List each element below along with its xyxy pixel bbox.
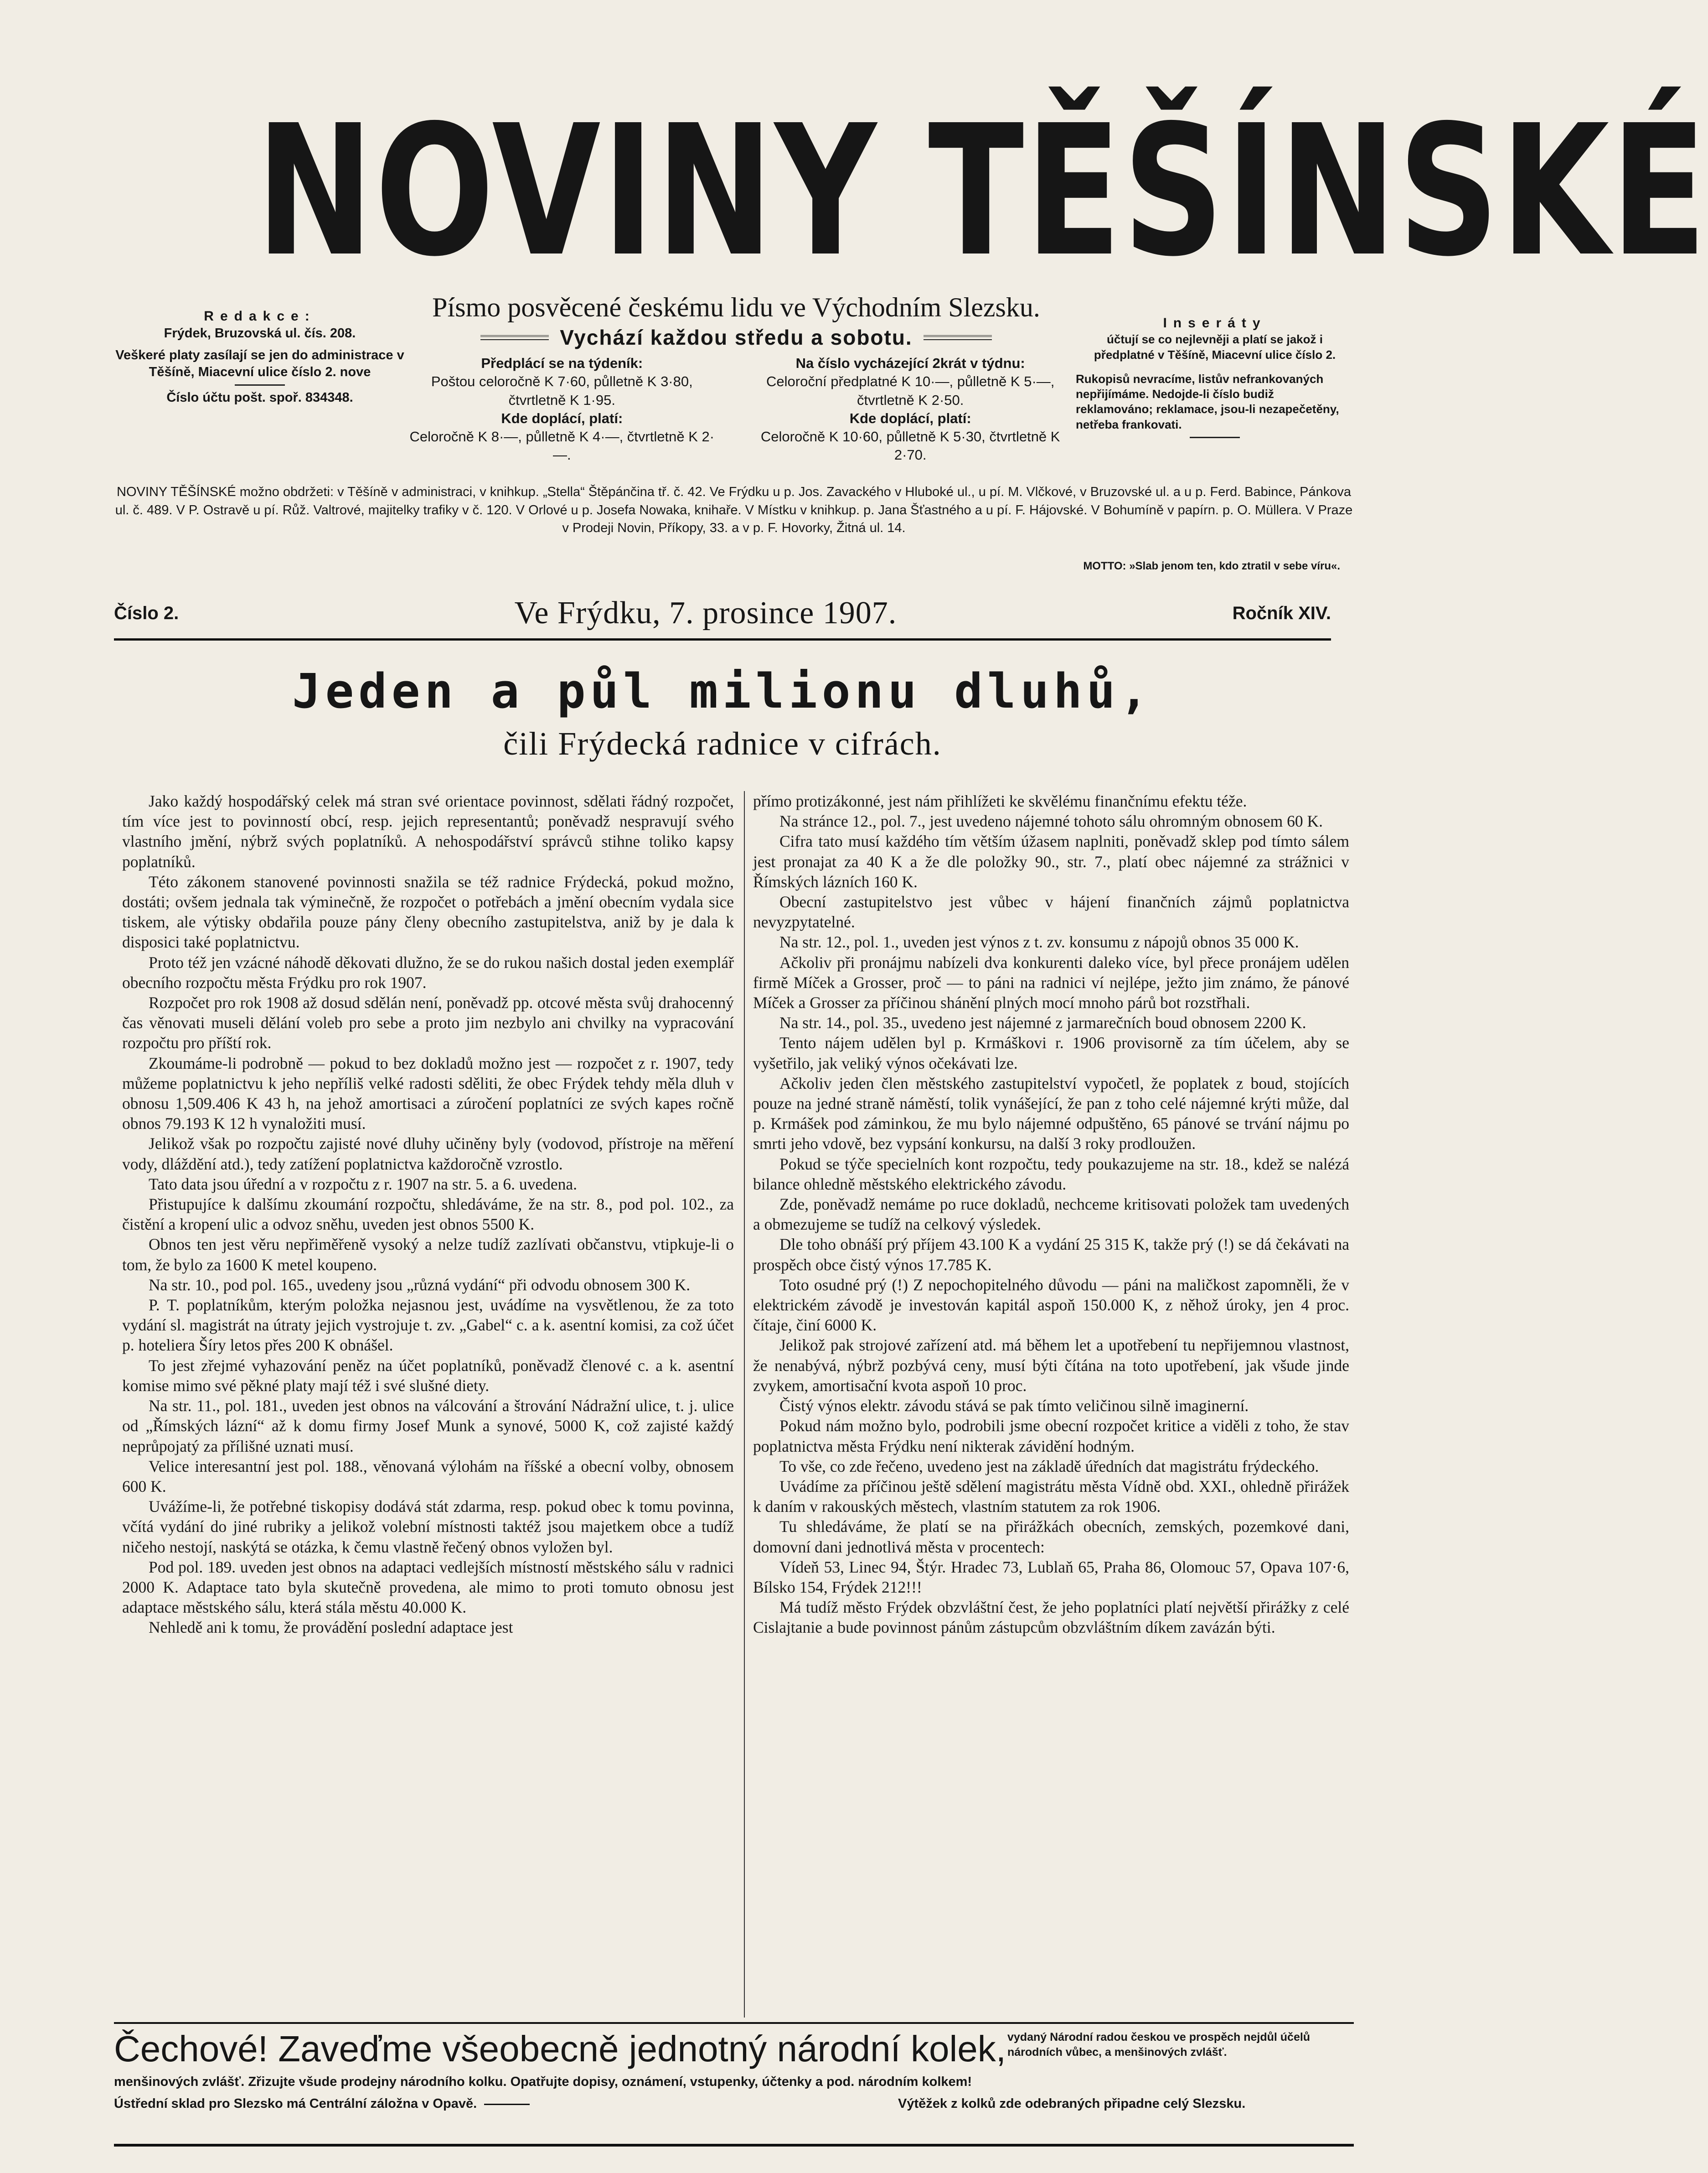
article-paragraph: Jelikož však po rozpočtu zajisté nové dluhy učiněny byly (vodovod, přístroje na měření vody, dláždění atd.), tedy zatížení poplatnictva každoročně vzrostlo.	[122, 1134, 734, 1173]
twice-heading: Na číslo vycházející 2krát v týdnu:	[795, 355, 1025, 371]
divider	[480, 335, 549, 340]
place-date: Ve Frýdku, 7. prosince 1907.	[514, 595, 897, 631]
weekly-local: Celoročně K 8·—, půlletně K 4·—, čtvrtletně K 2·—.	[409, 429, 715, 463]
article-paragraph: Zkoumáme-li podrobně — pokud to bez dokladů možno jest — rozpočet z r. 1907, tedy můžeme poplatnictvu k jeho nepříliš velké radosti sděliti, že obec Frýdek tehdy měla dluh v obnosu 1,509.406 K 43 h, na jehož amortisaci a zúročení poplatníci ze svých kapes ročně obnos 79.193 K 12 h vynaložiti musí.	[122, 1054, 734, 1133]
article-column-left	[122, 791, 734, 1638]
article-title: Jeden a půl milionu dluhů,	[292, 663, 1153, 719]
article-paragraph: Tato data jsou úřední a v rozpočtu z r. 1907 na str. 5. a 6. uvedena.	[149, 1174, 577, 1193]
article-paragraph: Na str. 14., pol. 35., uvedeno jest nájemné z jarmarečních boud obnosem 2200 K.	[779, 1014, 1306, 1032]
schedule-line	[401, 325, 1071, 350]
ad-note: vydaný Národní radou českou ve prospěch nejdůl účelů národních vůbec, a menšinových zvlášť.	[1007, 2031, 1311, 2059]
column-divider	[744, 791, 745, 2018]
inseraty-text: účtují se co nejlevněji a platí se jakož i předplatné v Těšíně, Miacevní ulice číslo 2.	[1094, 332, 1336, 362]
article-subtitle: čili Frýdecká radnice v cifrách.	[503, 725, 942, 762]
dateline	[114, 588, 1331, 641]
article-paragraph: Uvádíme za příčinou ještě sdělení magistrátu města Vídně obd. XXI., ohledně přirážek k daním v rakouských městech, vlastním statutem za rok 1906.	[753, 1477, 1349, 1516]
twice-post: Celoroční předplatné K 10·—, půlletně K 5·—, čtvrtletně K 2·50.	[766, 373, 1055, 408]
article-paragraph: Zde, poněvadž nemáme po ruce dokladů, nechceme kritisovati položek tam uvedených a obmezujeme se tudíž na celkový výsledek.	[753, 1195, 1349, 1234]
ad-sklad: Ústřední sklad pro Slezsko má Centrální záložna v Opavě.	[114, 2096, 477, 2111]
twice-local: Celoročně K 10·60, půlletně K 5·30, čtvrtletně K 2·70.	[760, 429, 1060, 463]
article-paragraph: To jest zřejmé vyhazování peněz na účet poplatníků, poněvadž členové c. a k. asentní komise mimo své pěkné platy mají též i své slušné diety.	[122, 1356, 734, 1395]
article-paragraph: Proto též jen vzácné náhodě děkovati dlužno, že se do rukou našich dostal jeden exemplář obecního rozpočtu města Frýdku pro rok 1907.	[122, 953, 734, 992]
header-center	[401, 292, 1071, 465]
article-paragraph: Pokud nám možno bylo, podrobili jsme obecní rozpočet kritice a viděli z toho, že stav poplatnictva města Frýdku není nikterak závidění hodným.	[753, 1417, 1349, 1455]
article-paragraph: Uvážíme-li, že potřebné tiskopisy dodává stát zdarma, resp. pokud obec k tomu povinna, včítá vydání do jiné rubriky a jelikož volební místnosti taktéž jsou majetkem obce a tudíž ničeho nestojí, naskýtá se otázka, k čemu vlastně řečený obnos vyložen byl.	[122, 1497, 734, 1556]
article-paragraph: Cifra tato musí každého tím větším úžasem naplniti, poněvadž sklep pod tímto sálem jest pronajat za 40 K a že dle položky 90., str. 7., platí obec nájemné za strážnici v Římských lázních 160 K.	[753, 832, 1349, 891]
divider	[114, 2022, 1354, 2024]
article-paragraph: Obecní zastupitelstvo jest vůbec v hájení finančních zájmů poplatnictva nevyzpytatelné.	[753, 893, 1349, 931]
redakce-address: Frýdek, Bruzovská ul. čís. 208.	[164, 326, 356, 341]
article-paragraph: Na str. 12., pol. 1., uveden jest výnos z t. zv. konsumu z nápojů obnos 35 000 K.	[779, 933, 1299, 952]
redakce-heading: Redakce:	[204, 309, 316, 324]
article-paragraph: Čistý výnos elektr. závodu stává se pak tímto veličinou silně imaginerní.	[779, 1397, 1249, 1415]
article-paragraph: Obnos ten jest věru nepřiměřeně vysoký a nelze tudíž zazlívati občanstvu, vtipkuje-li o tom, že bylo za 1600 K metel koupeno.	[122, 1235, 734, 1274]
masthead-title: NOVINY TĚŠÍNSKÉ	[256, 87, 1708, 296]
redakce-payments: Veškeré platy zasílají se jen do administrace v Těšíně, Miacevní ulice číslo 2. nove	[115, 347, 404, 379]
subscription-prices	[401, 354, 1071, 465]
article-paragraph: Na stránce 12., pol. 7., jest uvedeno nájemné tohoto sálu ohromným obnosem 60 K.	[779, 812, 1323, 831]
article-paragraph: Vídeň 53, Linec 94, Štýr. Hradec 73, Lublaň 65, Praha 86, Olomouc 57, Opava 107·6, Bílsko 154, Frýdek 212!!!	[753, 1557, 1349, 1596]
schedule-text: Vychází každou středu a sobotu.	[560, 326, 913, 349]
article-paragraph: Ačkoliv jeden člen městského zastupitelství vypočetl, že poplatek z boud, stojících pouze na jedné straně náměstí, tolik vynášející, že pan z toho celé nájemné krýti může, dal p. Krmášek pod záminkou, že mu bylo nájemné odpuštěno, 65 pánové se trvání nájmu po smrti jeho vdově, bez vypsání konkursu, na další 3 roky prodloužen.	[753, 1074, 1349, 1153]
ad-vytezek: Výtěžek z kolků zde odebraných připadne celý Slezsku.	[898, 2096, 1246, 2111]
availability-notice: NOVINY TĚŠÍNSKÉ možno obdržeti: v Těšíně v administraci, v knihkup. „Stella“ Štěpánčina tř. č. 42. Ve Frýdku u p. Jos. Zavackého v Hluboké ul., u pí. M. Vlčkové, v Bruzovské ul. a u p. Ferd. Babince, Pánkova ul. č. 489. V P. Ostravě u pí. Růž. Valtrové, majitelky trafiky v č. 120. V Orlové u p. Josefa Nowaka, knihaře. V Místku v knihkup. p. Jana Šťastného a u pí. F. Hájovské. V Bohumíně v papírn. p. O. Müllera. V Praze v Prodeji Novin, Příkopy, 33. a v p. F. Hovorky, Žitná ul. 14.	[115, 485, 1353, 536]
volume: Ročník XIV.	[1232, 603, 1331, 623]
article-column-right	[753, 791, 1349, 1638]
article-paragraph: Pod pol. 189. uveden jest obnos na adaptaci vedlejších místností městského sálu v radnici 2000 K. Adaptace tato byla skutečně provedena, ale mimo to proti tomuto obnosu jest adaptace městského sálu, která stála městu 40.000 K.	[122, 1557, 734, 1617]
issue-number: Číslo 2.	[114, 603, 179, 623]
inseraty-box	[1076, 315, 1354, 438]
weekly-heading: Předplácí se na týdeník:	[481, 355, 643, 371]
article-paragraph: Velice interesantní jest pol. 188., věnovaná výlohám na říšské a obecní volby, obnosem 600 K.	[122, 1457, 734, 1495]
ad-row-3	[114, 2096, 1354, 2111]
article-paragraph: To vše, co zde řečeno, uvedeno jest na základě úředních dat magistrátu frýdeckého.	[779, 1457, 1319, 1475]
rukopisy-text: Rukopisů nevracíme, listův nefrankovaných nepřijímáme. Nedojde-li číslo budiž reklamováno; reklamace, jsou-li nezapečetěny, netřeba frankovati.	[1076, 372, 1339, 431]
weekly-where: Kde doplácí, platí:	[501, 410, 623, 426]
motto: MOTTO: »Slab jenom ten, kdo ztratil v sebe víru«.	[1083, 560, 1340, 572]
article-paragraph: Pokud se týče specielních kont rozpočtu, tedy poukazujeme na str. 18., kdež se nalézá bilance ohledně městského elektrického závodu.	[753, 1154, 1349, 1193]
divider	[484, 2104, 530, 2105]
header-subtitle: Písmo posvěcené českému lidu ve Východním Slezsku.	[432, 292, 1040, 322]
article-paragraph: Jako každý hospodářský celek má stran své orientace povinnost, sdělati řádný rozpočet, tím více jest to povinností obcí, resp. jejich representantů; poněvadž nespravují svého vlastního jmění, nýbrž svých poplatníků. A nehospodářství správců stihne toliko kapsy poplatníků.	[122, 792, 734, 871]
divider	[924, 335, 992, 340]
redakce-box	[114, 308, 406, 406]
article-paragraph: Ačkoliv při pronájmu nabízeli dva konkurenti daleko více, byl přece pronájem udělen firmě Míček a Grosser, proč — to páni na radnici ví nejlépe, ježto jim známo, že pánové Míček a Grosser za příčinou shánění plných mocí mnoho párů bot rozstřhali.	[753, 953, 1349, 1012]
article-paragraph: Dle toho obnáší prý příjem 43.100 K a vydání 25 315 K, takže prý (!) se dá čekávati na prospěch obce čistý výnos 17.785 K.	[753, 1235, 1349, 1274]
inseraty-heading: Inseráty	[1163, 316, 1267, 331]
redakce-account: Číslo účtu pošt. spoř. 834348.	[166, 390, 353, 405]
article-paragraph: Má tudíž město Frýdek obzvláštní čest, že jeho poplatníci platí největší přirážky z celé Cislajtanie a bude povinnost pánům zástupcům obzvláštním díkem zavázán býti.	[753, 1598, 1349, 1637]
article-paragraph: Toto osudné prý (!) Z nepochopitelného důvodu — páni na maličkost zapomněli, že v elektrickém závodě je investován kapitál aspoň 150.000 K, z něhož úroky, jen 4 proc. čítaje, činí 6000 K.	[753, 1275, 1349, 1335]
twice-prices	[749, 354, 1071, 465]
article-paragraph: Na str. 10., pod pol. 165., uvedeny jsou „různá vydání“ při odvodu obnosem 300 K.	[149, 1275, 691, 1294]
article-paragraph: Tu shledáváme, že platí se na přirážkách obecních, zemských, pozemkové dani, domovní dani jednotlivá města v procentech:	[753, 1517, 1349, 1556]
article-paragraph: P. T. poplatníkům, kterým položka nejasnou jest, uvádíme na vysvětlenou, že za toto vydání sl. magistrát na útraty jejich vystrojuje t. zv. „Gabel“ c. a k. asentní komisi, za což účet p. hoteliera Šíry letos přes 200 K obnášel.	[122, 1296, 734, 1355]
article-paragraph: Na str. 11., pol. 181., uveden jest obnos na válcování a štrování Nádražní ulice, t. j. ulice od „Římských lázní“ až k domu firmy Josef Munk a synové, 5000 K, což zajisté každý neprůpojatý za přílišné uznati musí.	[122, 1397, 734, 1455]
article-paragraph: přímo protizákonné, jest nám přihlížeti ke skvělému finančnímu efektu téže.	[753, 792, 1247, 810]
article-paragraph: Přistupujíce k dalšímu zkoumání rozpočtu, shledáváme, že na str. 8., pod pol. 102., za čistění a kropení ulic a odvoz sněhu, uveden jest obnos 5500 K.	[122, 1195, 734, 1234]
twice-where: Kde doplácí, platí:	[849, 410, 971, 426]
article-paragraph: Rozpočet pro rok 1908 až dosud sdělán není, poněvadž pp. otcové města svůj drahocenný čas věnovati museli dělání voleb pro sebe a proto jim nezbylo ani chvilky na vypracování rozpočtu pro příští rok.	[122, 993, 734, 1052]
divider	[114, 2144, 1354, 2147]
ad-slogan: Čechové! Zaveďme všeobecně jednotný národní kolek,	[114, 2028, 1006, 2069]
article-paragraph: Této zákonem stanovené povinnosti snažila se též radnice Frýdecká, pokud možno, dostáti; ovšem jednala tak výminečně, že rozpočet o potřebách a jmění obecním vydala sice tiskem, ale výtisky obdařila pouze pány členy obecního zastupitelstva, aniž by je dala k disposici také poplatnictvu.	[122, 872, 734, 952]
divider	[1190, 437, 1240, 438]
ad-row-2: menšinových zvlášť. Zřizujte všude prodejny národního kolku. Opatřujte dopisy, oznámení, vstupenky, účtenky a pod. národním kolkem!	[114, 2075, 972, 2089]
weekly-post: Poštou celoročně K 7·60, půlletně K 3·80, čtvrtletně K 1·95.	[431, 373, 693, 408]
article-paragraph: Tento nájem udělen byl p. Krmáškovi r. 1906 provisorně za tím účelem, aby se vyšetřilo, jak veliký výnos očekávati lze.	[753, 1034, 1349, 1072]
weekly-prices	[401, 354, 723, 465]
article-paragraph: Jelikož pak strojové zařízení atd. má během let a upotřebení tu nepřijemnou vlastnost, že nenabývá, nýbrž pozbývá ceny, musí býti čítána na toto upotřebení, jak všude jinde zvykem, amortisační kvota aspoň 10 proc.	[753, 1336, 1349, 1395]
article-paragraph: Nehledě ani k tomu, že provádění poslední adaptace jest	[149, 1618, 513, 1637]
divider	[235, 384, 285, 386]
